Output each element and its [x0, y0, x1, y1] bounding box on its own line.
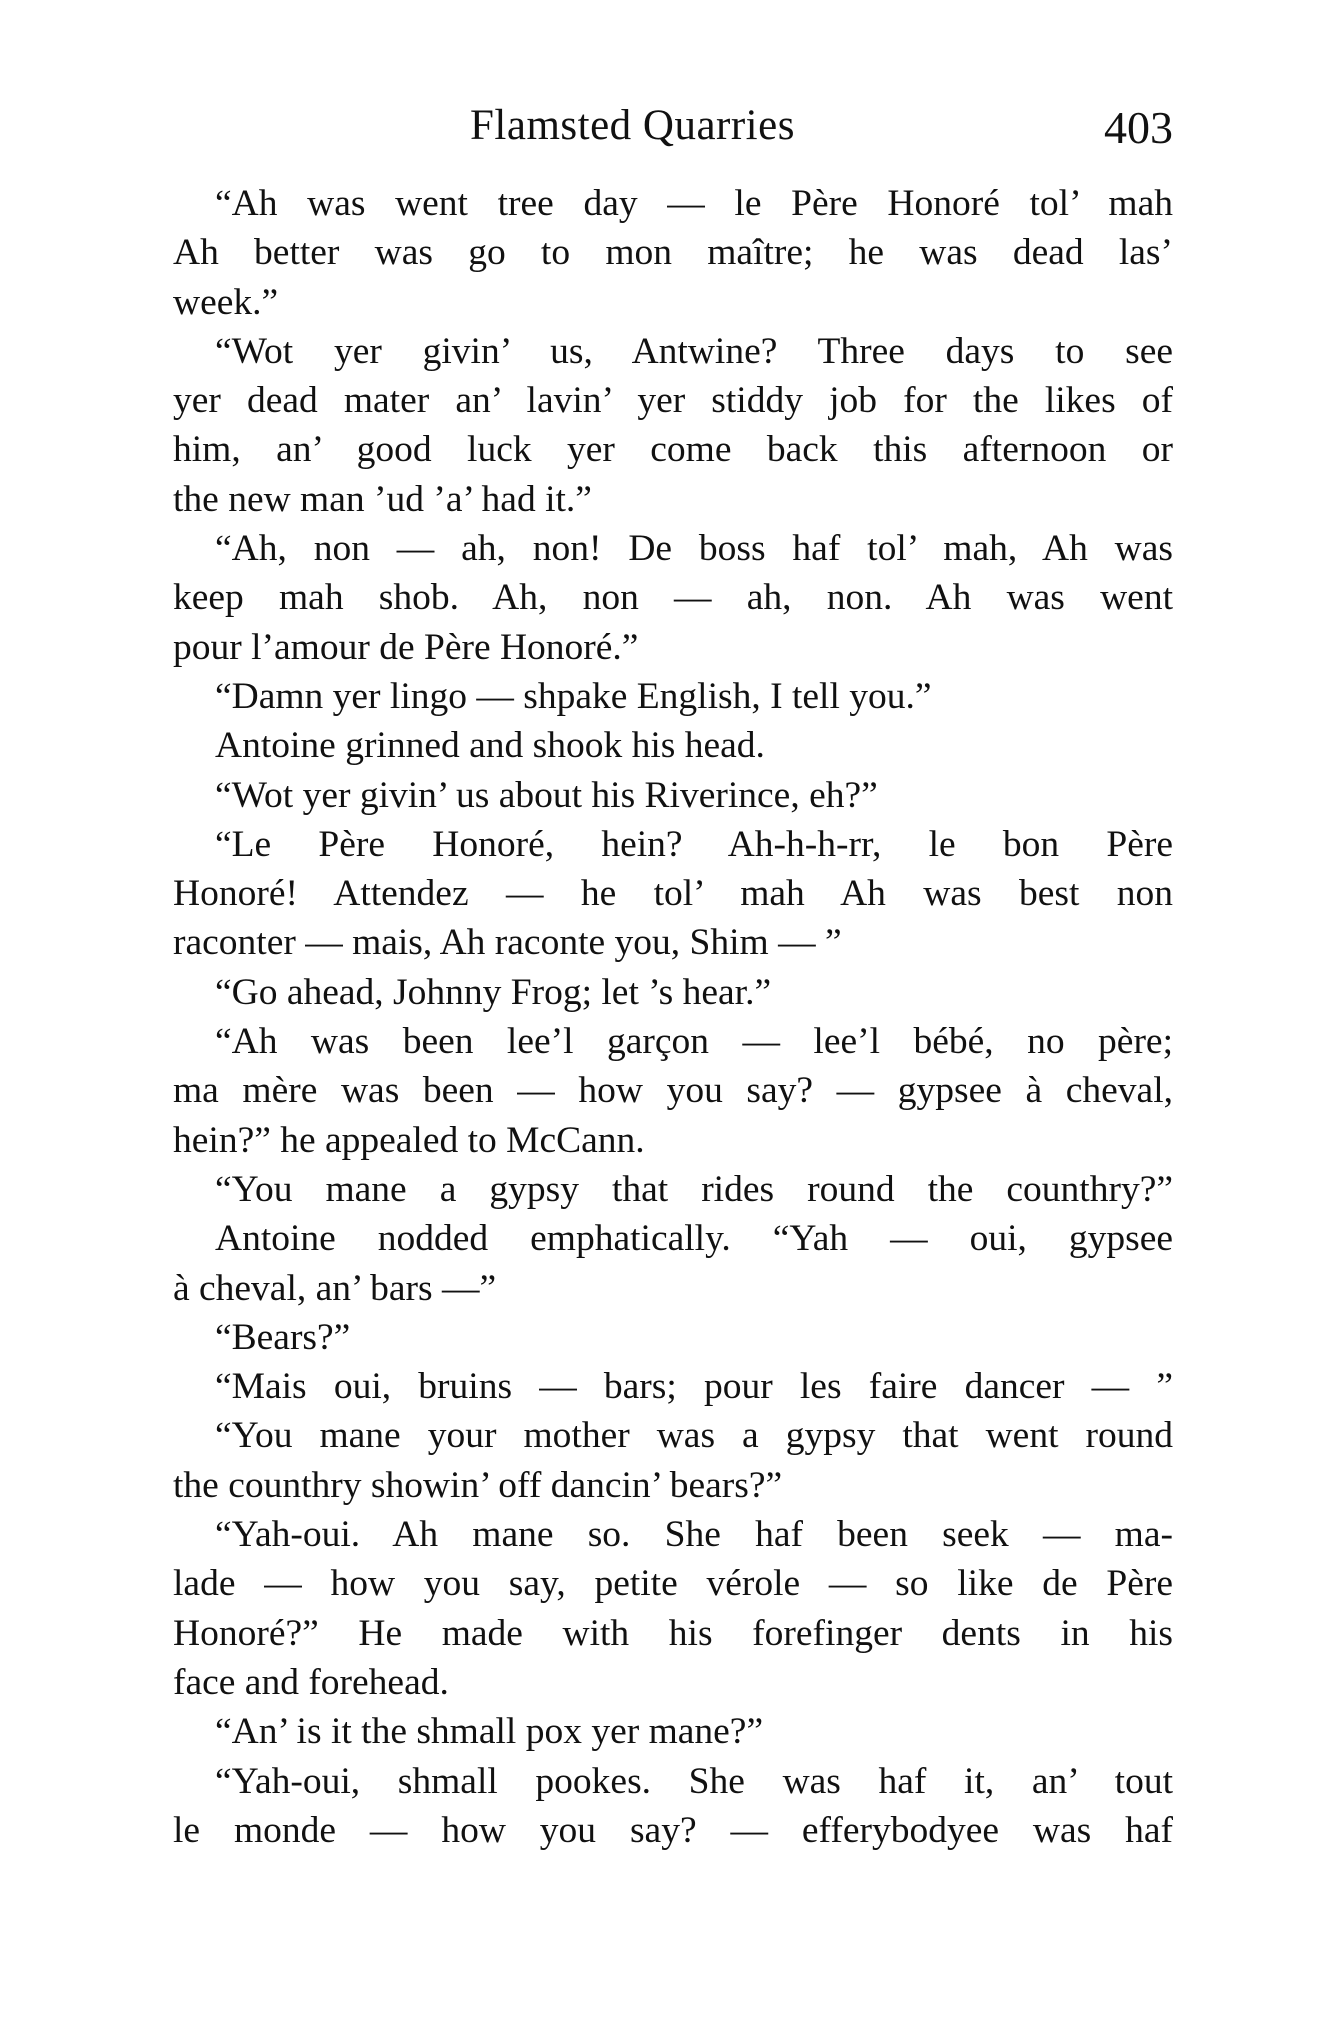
text-line: “Ah was been lee’l garçon — lee’l bébé, no père; — [215, 1021, 1173, 1063]
text-line: “Yah-oui. Ah mane so. She haf been seek — ma- — [215, 1514, 1173, 1556]
text-line: “Wot yer givin’ us about his Riverince, eh?” — [215, 774, 878, 816]
text-line: face and forehead. — [173, 1661, 449, 1703]
running-title: Flamsted Quarries — [470, 102, 795, 149]
page-header — [173, 96, 1173, 166]
text-line: ma mère was been — how you say? — gypsee à cheval, — [173, 1070, 1173, 1112]
text-line: yer dead mater an’ lavin’ yer stiddy job for the likes of — [173, 380, 1173, 422]
text-line: him, an’ good luck yer come back this afternoon or — [173, 429, 1173, 471]
text-line: Antoine grinned and shook his head. — [215, 725, 765, 767]
text-line: Honoré! Attendez — he tol’ mah Ah was best non — [173, 873, 1173, 915]
page-number: 403 — [1104, 102, 1173, 153]
text-line: à cheval, an’ bars —” — [173, 1267, 497, 1309]
text-line: “Wot yer givin’ us, Antwine? Three days to see — [215, 330, 1173, 372]
text-line: the counthry showin’ off dancin’ bears?” — [173, 1464, 783, 1506]
text-line: “Bears?” — [215, 1316, 351, 1358]
text-line: “Go ahead, Johnny Frog; let ’s hear.” — [215, 971, 772, 1013]
text-line: “Ah was went tree day — le Père Honoré tol’ mah — [215, 183, 1173, 224]
text-line: “An’ is it the shmall pox yer mane?” — [215, 1711, 764, 1753]
text-line: week.” — [173, 281, 279, 323]
text-line: “You mane a gypsy that rides round the counthry?” — [215, 1168, 1173, 1210]
text-line: Ah better was go to mon maître; he was dead las’ — [173, 232, 1173, 274]
text-line: le monde — how you say? — efferybodyee was haf — [173, 1809, 1173, 1851]
text-line: keep mah shob. Ah, non — ah, non. Ah was went — [173, 577, 1173, 619]
text-line: lade — how you say, petite vérole — so like de Père — [173, 1563, 1173, 1605]
text-line: Honoré?” He made with his forefinger dents in his — [173, 1612, 1173, 1654]
text-line: “Yah-oui, shmall pookes. She was haf it, an’ tout — [215, 1760, 1173, 1802]
text-line: “Ah, non — ah, non! De boss haf tol’ mah, Ah was — [215, 528, 1173, 570]
text-line: “You mane your mother was a gypsy that went round — [215, 1415, 1173, 1457]
text-line: “Le Père Honoré, hein? Ah-h-h-rr, le bon Père — [215, 823, 1173, 865]
text-line: hein?” he appealed to McCann. — [173, 1119, 645, 1161]
text-line: Antoine nodded emphatically. “Yah — oui, gypsee — [215, 1218, 1173, 1260]
text-line: the new man ’ud ’a’ had it.” — [173, 478, 592, 520]
text-line: “Mais oui, bruins — bars; pour les faire dancer — ” — [215, 1366, 1173, 1408]
text-line: “Damn yer lingo — shpake English, I tell you.” — [215, 675, 932, 717]
text-line: pour l’amour de Père Honoré.” — [173, 626, 639, 668]
body-text — [173, 179, 1173, 1855]
text-line: raconter — mais, Ah raconte you, Shim — ” — [173, 922, 842, 964]
